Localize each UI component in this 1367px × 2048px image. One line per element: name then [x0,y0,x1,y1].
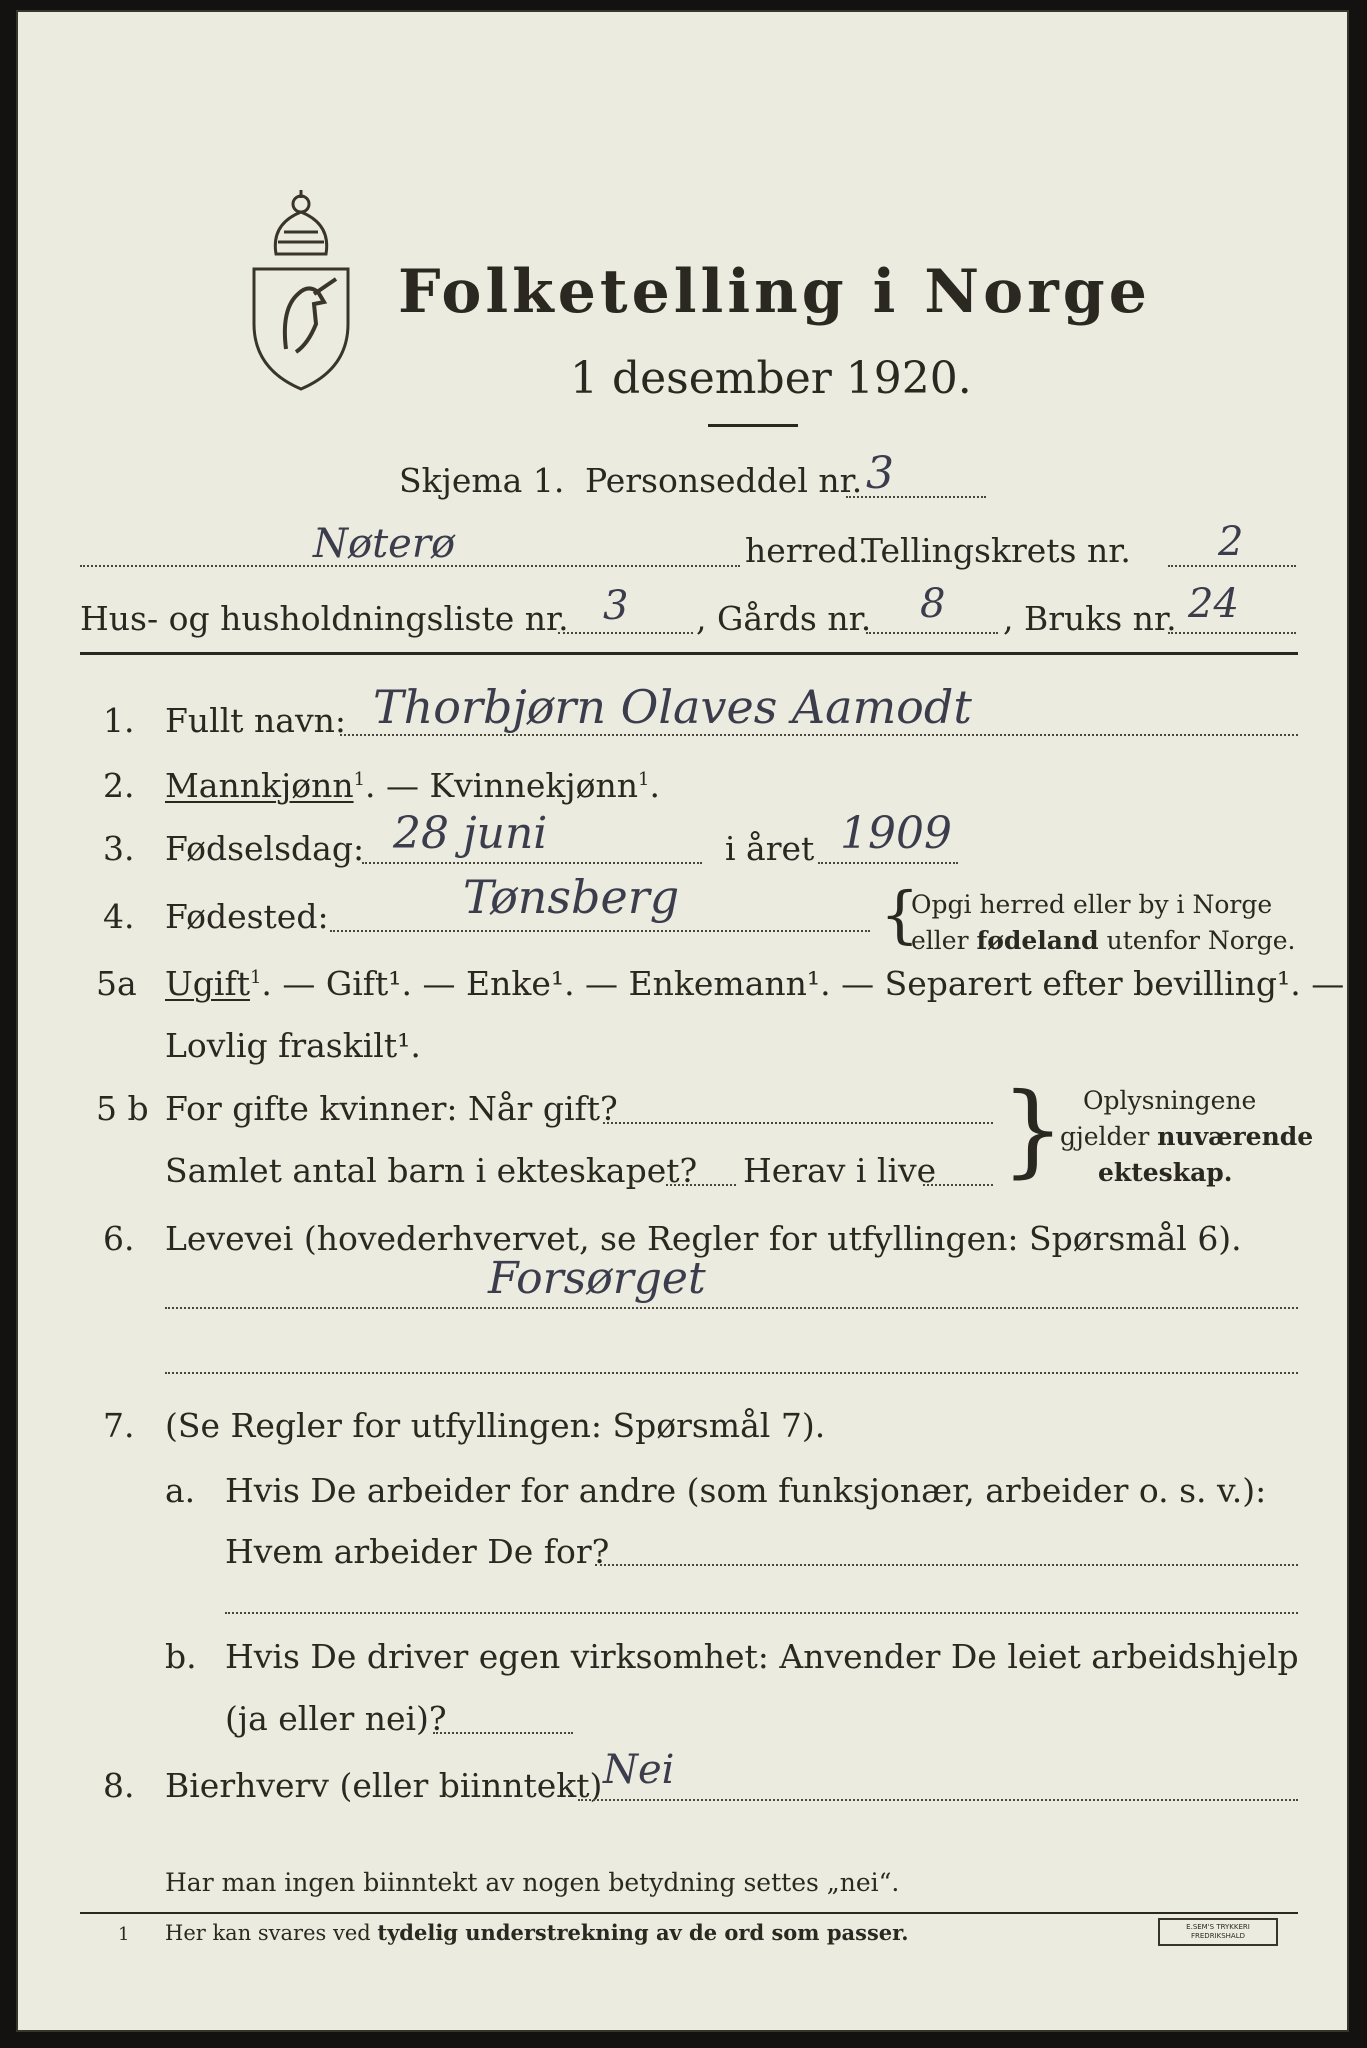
tellingskrets-label: Tellingskrets nr. [861,531,1131,570]
q5b-note-line1: Oplysningene [1083,1086,1257,1115]
herred-label: herred. [745,531,869,570]
q6-line2 [165,1372,1298,1374]
q6-number: 6. [103,1219,135,1258]
bruks-label: , Bruks nr. [1003,599,1177,638]
footer-note: Har man ingen biinntekt av nogen betydning settes „nei“. [165,1868,900,1897]
q7-label: (Se Regler for utfyllingen: Spørsmål 7). [165,1406,826,1445]
q4-brace: { [880,878,920,951]
q3-year-value[interactable]: 1909 [840,808,952,859]
q7-number: 7. [103,1406,135,1445]
q3-date-line [362,862,702,864]
q4-value[interactable]: Tønsberg [463,870,680,924]
gards-label: , Gårds nr. [696,599,872,638]
q5a-number: 5a [96,964,137,1003]
q7a-question: Hvem arbeider De for? [225,1532,610,1571]
q4-label: Fødested: [165,897,329,936]
q5b-alive-line [923,1184,993,1186]
hus-line [558,632,693,634]
q7a-letter: a. [165,1471,196,1510]
q1-value[interactable]: Thorbjørn Olaves Aamodt [373,680,972,734]
q8-value[interactable]: Nei [603,1747,675,1793]
q3-date-value[interactable]: 28 juni [393,808,548,859]
norwegian-coat-of-arms-icon [236,184,366,394]
census-form-sheet [16,10,1349,2032]
census-date: 1 desember 1920. [570,353,972,404]
herred-value[interactable]: Nøterø [313,521,456,567]
q2-options: Mannkjønn$^1$. — Kvinnekjønn$^1$. [165,766,660,805]
q7a-text: Hvis De arbeider for andre (som funksjonær, arbeider o. s. v.): [225,1471,1267,1510]
q1-label: Fullt navn: [165,701,346,740]
printer-stamp: E.SEM'S TRYKKERI FREDRIKSHALD [1158,1918,1278,1946]
footnote-text: Her kan svares ved tydelig understrekning av de ord som passer. [165,1920,909,1945]
q4-line [330,930,870,932]
tellingskrets-line [1168,565,1296,567]
q4-note-line1: Opgi herred eller by i Norge [911,890,1273,919]
footnote-number: 1 [118,1924,130,1945]
personseddel-value[interactable]: 3 [866,448,894,499]
q5a-options: Ugift$^1$. — Gift¹. — Enke¹. — Enkemann¹. — Separert efter bevilling¹. — [165,964,1345,1003]
form-title: Folketelling i Norge [398,257,1151,327]
q7b-letter: b. [165,1637,197,1676]
schema-label: Skjema 1. [399,461,565,500]
q7b-text: Hvis De driver egen virksomhet: Anvender De leiet arbeidshjelp [225,1637,1299,1676]
q5a-ugift-option[interactable]: Ugift [165,964,250,1003]
q6-line1 [165,1307,1298,1309]
bruks-line [1168,632,1296,634]
q4-number: 4. [103,897,135,936]
q2-female-option[interactable]: Kvinnekjønn [429,766,639,805]
gards-line [866,632,998,634]
q2-male-option[interactable]: Mannkjønn [165,766,354,805]
q5b-note-line3: ekteskap. [1098,1158,1233,1187]
q5b-number: 5 b [96,1089,149,1128]
q7b-question: (ja eller nei)? [225,1699,447,1738]
q5b-children-line [666,1184,736,1186]
q3-year-label: i året [725,829,815,868]
q5b-note-line2: gjelder nuværende [1060,1122,1314,1151]
q8-label: Bierhverv (eller biinntekt) [165,1766,603,1805]
footnote-divider [80,1912,1298,1914]
q4-note-line2: eller fødeland utenfor Norge. [911,926,1296,955]
q5b-married-line [603,1122,993,1124]
q5a-options-line2: Lovlig fraskilt¹. [165,1026,421,1065]
q3-year-line [818,862,958,864]
hus-value[interactable]: 3 [603,583,629,629]
q5b-herav-label: Herav i live [743,1151,937,1190]
q5b-line1: For gifte kvinner: Når gift? [165,1089,618,1128]
q7a-line1 [595,1564,1298,1566]
bruks-value[interactable]: 24 [1188,581,1239,627]
header-divider [80,652,1298,655]
q7a-line2 [225,1612,1298,1614]
q3-number: 3. [103,829,135,868]
gards-value[interactable]: 8 [920,581,946,627]
q8-line [578,1799,1298,1801]
title-divider [708,424,798,427]
q6-label: Levevei (hovederhvervet, se Regler for utfyllingen: Spørsmål 6). [165,1219,1242,1258]
tellingskrets-value[interactable]: 2 [1218,519,1244,565]
q1-line [340,734,1298,736]
q8-number: 8. [103,1766,135,1805]
q5b-brace: } [1001,1071,1065,1188]
q1-number: 1. [103,701,135,740]
q7b-line [433,1732,573,1734]
q3-label: Fødselsdag: [165,829,365,868]
q6-value[interactable]: Forsørget [488,1253,706,1304]
personseddel-label: Personseddel nr. [585,461,863,500]
q2-number: 2. [103,766,135,805]
q5b-line2: Samlet antal barn i ekteskapet? [165,1151,698,1190]
hus-label: Hus- og husholdningsliste nr. [80,599,569,638]
